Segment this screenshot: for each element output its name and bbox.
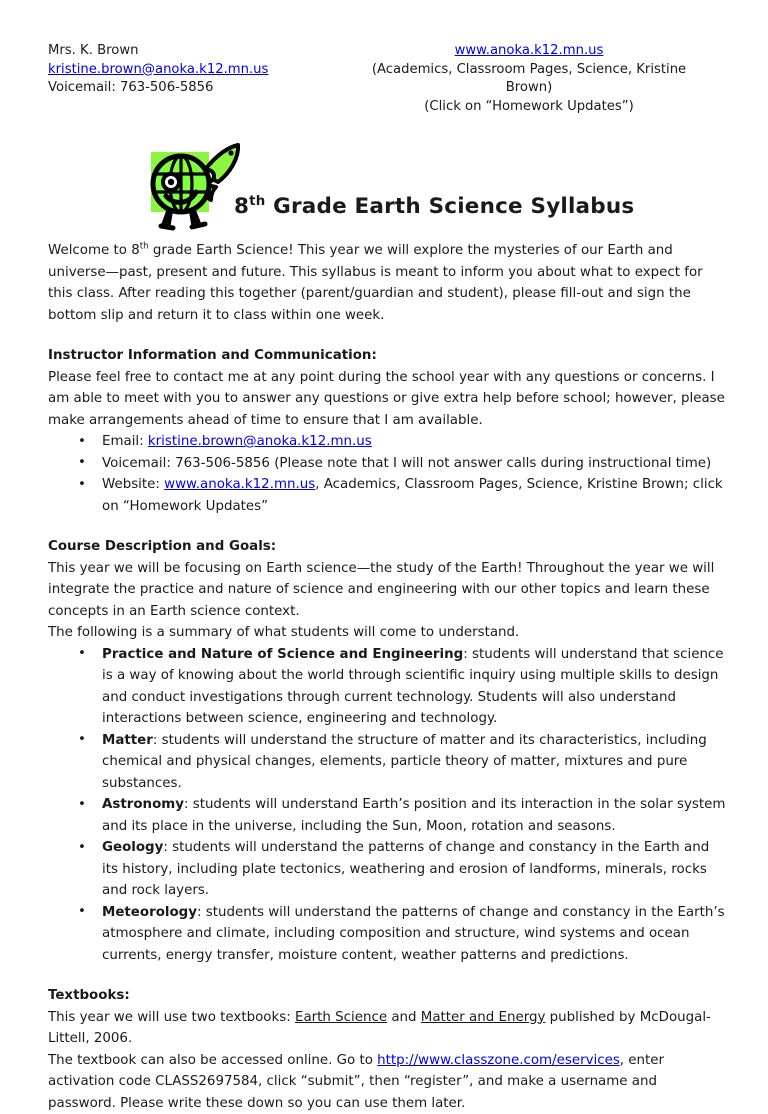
title-ordinal-suffix: th [249,194,265,209]
textbooks-section-heading: Textbooks: [48,985,728,1007]
intro-part1: Welcome to 8 [48,243,140,258]
list-item-email [74,431,728,453]
list-item-voicemail: • Voicemail: 763-506-5856 (Please note that I will not answer calls during instructional time) [74,453,728,475]
instructor-contact-list [48,431,728,517]
textbook-title-earth-science: Earth Science [295,1010,387,1025]
intro-paragraph [48,240,728,326]
website-navigation-path: (Academics, Classroom Pages, Science, Kristine Brown) [348,61,710,98]
website-click-note: (Click on “Homework Updates”) [348,98,710,117]
list-item-goal-practice [74,644,728,730]
intro-ordinal: th [140,242,149,252]
header-website-block [348,42,728,116]
district-website-row [348,42,710,61]
goal-term: Geology [102,840,163,855]
course-section-heading: Course Description and Goals: [48,536,728,558]
textbooks-line1-a: This year we will use two textbooks: [48,1010,295,1025]
teacher-email-row [48,61,348,80]
spacer [48,326,728,345]
green-globe-rocket-clipart [144,140,248,236]
goal-term: Meteorology [102,905,197,920]
goal-text: : students will understand that science is a way of knowing about the world through scientific inquiry using multiple skills to design and conduct investigations through current technology. Students will also understand interactions between science, engineering and technology. [102,647,724,727]
list-item-goal-meteorology [74,902,728,967]
textbooks-line-2 [48,1050,728,1114]
page-title [234,194,634,219]
teacher-name: Mrs. K. Brown [48,42,348,61]
website-label: Website: [102,477,164,492]
course-goals-list [48,644,728,967]
teacher-email-link[interactable]: kristine.brown@anoka.k12.mn.us [48,62,268,77]
classzone-link[interactable]: http://www.classzone.com/eservices [377,1053,620,1068]
textbooks-line-1 [48,1007,728,1050]
email-link[interactable]: kristine.brown@anoka.k12.mn.us [148,434,372,449]
course-summary-line: The following is a summary of what students will come to understand. [48,622,728,644]
textbooks-line2-b: , enter activation code CLASS2697584, click “submit”, then “register”, and make a username and password. Please write these down so you can use them later. [48,1053,664,1111]
goal-term: Astronomy [102,797,184,812]
list-item-website [74,474,728,517]
goal-text: : students will understand the patterns of change and constancy in the Earth and its history, including plate tectonics, weathering and erosion of landforms, minerals, rocks and rock layers. [102,840,709,898]
instructor-paragraph: Please feel free to contact me at any point during the school year with any questions or concerns. I am able to meet with you to answer any questions or give extra help before school; however, please make arrangements ahead of time to ensure that I am available. [48,367,728,432]
teacher-voicemail: Voicemail: 763-506-5856 [48,79,348,98]
intro-part2: grade Earth Science! This year we will explore the mysteries of our Earth and universe—past, present and future. This syllabus is meant to inform you about what to expect for this class. After reading this together (parent/guardian and student), please fill-out and sign the bottom slip and return it to class within one week. [48,243,703,323]
document-header [48,42,728,116]
spacer [48,517,728,536]
website-link[interactable]: www.anoka.k12.mn.us [164,477,315,492]
instructor-section-heading: Instructor Information and Communication: [48,345,728,367]
website-rest: , Academics, Classroom Pages, Science, Kristine Brown; click on “Homework Updates” [102,477,723,514]
textbooks-line1-c: published by McDougal-Littell, 2006. [48,1010,711,1047]
title-block [48,144,728,240]
title-grade-number: 8 [234,194,249,219]
header-contact-block [48,42,348,98]
list-item-goal-geology [74,837,728,902]
textbooks-line1-b: and [387,1010,421,1025]
goal-term: Practice and Nature of Science and Engineering [102,647,463,662]
textbooks-line2-a: The textbook can also be accessed online. Go to [48,1053,377,1068]
title-rest: Grade Earth Science Syllabus [265,194,634,219]
goal-text: : students will understand the structure of matter and its characteristics, including chemical and physical changes, elements, particle theory of matter, mixtures and pure substances. [102,733,707,791]
course-paragraph: This year we will be focusing on Earth science—the study of the Earth! Throughout the year we will integrate the practice and nature of science and engineering with our other topics and learn these concepts in an Earth science context. [48,558,728,623]
district-website-link[interactable]: www.anoka.k12.mn.us [455,43,604,58]
goal-term: Matter [102,733,153,748]
list-item-goal-matter [74,730,728,795]
goal-text: : students will understand the patterns of change and constancy in the Earth’s atmosphere and climate, including composition and structure, wind systems and ocean currents, energy transfer, moisture content, weather patterns and predictions. [102,905,725,963]
list-item-goal-astronomy [74,794,728,837]
spacer [48,966,728,985]
textbook-title-matter-and-energy: Matter and Energy [421,1010,546,1025]
email-label: Email: [102,434,148,449]
goal-text: : students will understand Earth’s position and its interaction in the solar system and its place in the universe, including the Sun, Moon, rotation and seasons. [102,797,725,834]
